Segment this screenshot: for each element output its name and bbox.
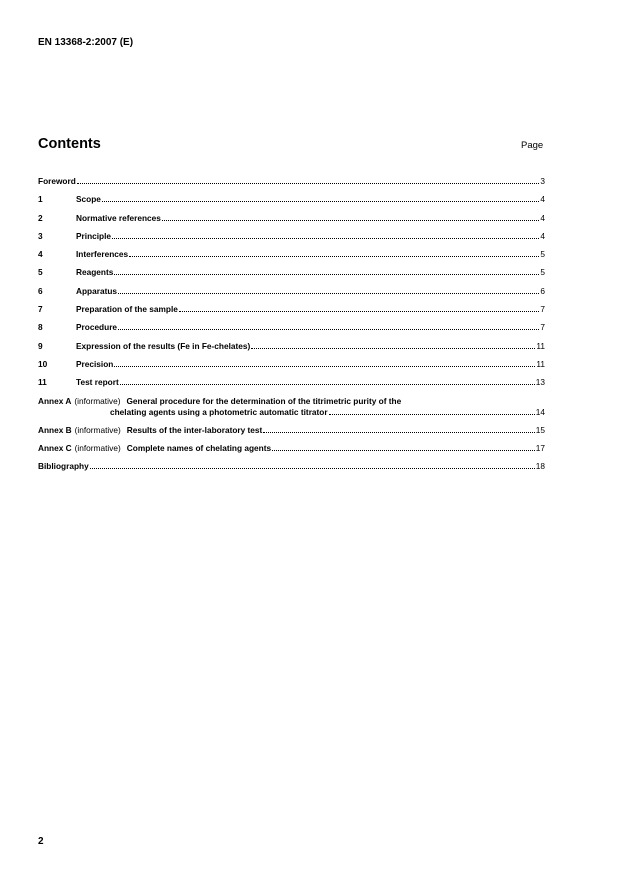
toc-entry[interactable] bbox=[38, 249, 545, 267]
toc-title: Complete names of chelating agents bbox=[126, 442, 272, 453]
toc-entry[interactable] bbox=[38, 377, 545, 395]
toc-title: Reagents bbox=[76, 267, 114, 278]
toc-number: 9 bbox=[38, 340, 43, 351]
toc-entry-bibliography[interactable] bbox=[38, 461, 545, 479]
toc-page: 11 bbox=[536, 358, 545, 369]
toc-title-continued: chelating agents using a photometric automatic titrator bbox=[110, 406, 328, 417]
toc-entry[interactable] bbox=[38, 322, 545, 340]
toc-number: 6 bbox=[38, 285, 43, 296]
toc-entry-annex-b[interactable] bbox=[38, 425, 545, 443]
leader-dots bbox=[272, 450, 535, 451]
toc-page: 7 bbox=[540, 322, 545, 333]
toc-number: 11 bbox=[38, 377, 47, 388]
toc-number: 8 bbox=[38, 322, 43, 333]
toc-page: 13 bbox=[535, 377, 545, 388]
toc-title: Results of the inter-laboratory test bbox=[126, 424, 263, 435]
toc-entry[interactable] bbox=[38, 231, 545, 249]
leader-dots bbox=[90, 468, 535, 469]
leader-dots bbox=[129, 256, 539, 257]
toc-page: 4 bbox=[540, 212, 545, 223]
leader-dots bbox=[329, 414, 535, 415]
toc-entry-annex-a[interactable] bbox=[38, 396, 545, 422]
toc-title: Apparatus bbox=[76, 285, 118, 296]
leader-dots bbox=[102, 201, 539, 202]
toc-title: Procedure bbox=[76, 322, 118, 333]
toc-title: Precision bbox=[76, 358, 114, 369]
toc-entry-annex-c[interactable] bbox=[38, 443, 545, 461]
toc-entry[interactable] bbox=[38, 359, 545, 377]
toc-page: 5 bbox=[540, 267, 545, 278]
toc-page: 15 bbox=[535, 424, 545, 435]
toc-entry[interactable] bbox=[38, 304, 545, 322]
toc-number: 1 bbox=[38, 194, 43, 205]
leader-dots bbox=[118, 293, 539, 294]
leader-dots bbox=[120, 384, 535, 385]
page-column-label: Page bbox=[521, 140, 544, 151]
document-header: EN 13368-2:2007 (E) bbox=[38, 37, 134, 48]
leader-dots bbox=[114, 366, 535, 367]
annex-label: Annex C bbox=[38, 442, 72, 453]
annex-informative-label: (informative) bbox=[74, 442, 121, 453]
toc-entry-foreword[interactable] bbox=[38, 176, 545, 194]
toc-title: General procedure for the determination of the titrimetric purity of the bbox=[126, 395, 402, 406]
toc-entry[interactable] bbox=[38, 286, 545, 304]
toc-title: Test report bbox=[76, 377, 119, 388]
page-number: 2 bbox=[38, 836, 44, 847]
toc-page: 4 bbox=[540, 230, 545, 241]
toc-entry[interactable] bbox=[38, 194, 545, 212]
toc-number: 5 bbox=[38, 267, 43, 278]
toc-number: 3 bbox=[38, 230, 43, 241]
toc-number: 7 bbox=[38, 304, 43, 315]
toc-page: 17 bbox=[535, 442, 545, 453]
leader-dots bbox=[112, 238, 539, 239]
leader-dots bbox=[118, 329, 539, 330]
toc-entry[interactable] bbox=[38, 213, 545, 231]
toc-entry[interactable] bbox=[38, 267, 545, 285]
leader-dots bbox=[162, 220, 540, 221]
toc-page: 11 bbox=[536, 340, 545, 351]
toc-title: Normative references bbox=[76, 212, 161, 223]
contents-heading: Contents bbox=[38, 136, 101, 152]
toc-title: Interferences bbox=[76, 249, 129, 260]
toc-number: 4 bbox=[38, 249, 43, 260]
toc-title: Bibliography bbox=[38, 461, 89, 472]
toc-page: 14 bbox=[535, 406, 545, 417]
toc-title: Scope bbox=[76, 194, 101, 205]
annex-label: Annex A bbox=[38, 395, 72, 406]
toc-title: Expression of the results (Fe in Fe-chelates) bbox=[76, 340, 251, 351]
annex-label: Annex B bbox=[38, 424, 72, 435]
toc-page: 7 bbox=[540, 304, 545, 315]
leader-dots bbox=[77, 183, 540, 184]
toc-title: Principle bbox=[76, 230, 112, 241]
annex-informative-label: (informative) bbox=[74, 395, 121, 406]
toc-number: 2 bbox=[38, 212, 43, 223]
toc-title: Preparation of the sample bbox=[76, 304, 178, 315]
toc-page: 18 bbox=[535, 461, 545, 472]
toc-entry[interactable] bbox=[38, 341, 545, 359]
toc-title: Foreword bbox=[38, 176, 76, 186]
toc-page: 3 bbox=[540, 176, 545, 186]
toc-page: 5 bbox=[540, 249, 545, 260]
leader-dots bbox=[114, 274, 539, 275]
leader-dots bbox=[263, 432, 534, 433]
leader-dots bbox=[251, 348, 535, 349]
table-of-contents bbox=[38, 176, 545, 479]
toc-page: 4 bbox=[540, 194, 545, 205]
toc-number: 10 bbox=[38, 358, 48, 369]
toc-page: 6 bbox=[540, 285, 545, 296]
leader-dots bbox=[179, 311, 539, 312]
annex-informative-label: (informative) bbox=[74, 424, 121, 435]
